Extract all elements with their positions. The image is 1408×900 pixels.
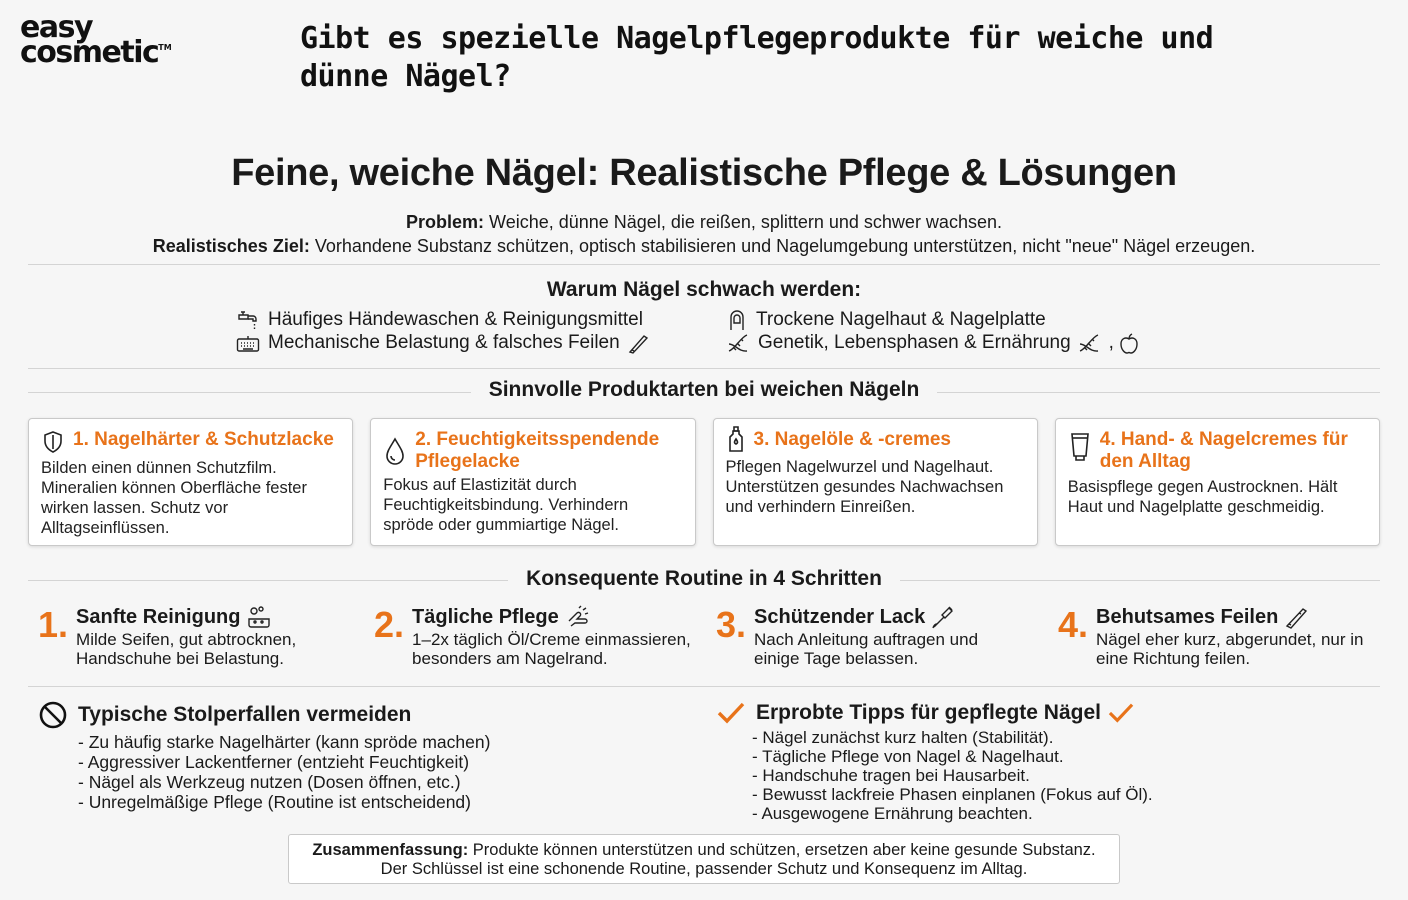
product-card-title: 3. Nagelöle & -cremes: [753, 429, 951, 450]
tip-item: - Tägliche Pflege von Nagel & Nagelhaut.: [752, 747, 1064, 766]
cause-item: [726, 308, 1148, 331]
massage-hand-icon: [565, 605, 591, 629]
nail-file-icon: [1284, 605, 1310, 629]
products-title: [0, 378, 1408, 402]
routine-step: [1058, 604, 1386, 668]
faucet-icon: [236, 309, 260, 331]
apple-icon: [1118, 332, 1140, 354]
cause-text: Trockene Nagelhaut & Nagelplatte: [756, 309, 1046, 330]
intro-block: [0, 210, 1408, 258]
product-card: [370, 418, 695, 546]
problem-line: [0, 210, 1408, 234]
product-card: [28, 418, 353, 546]
logo-line-1: easy: [20, 10, 93, 45]
tip-item: - Nägel zunächst kurz halten (Stabilität).: [752, 728, 1054, 747]
product-card-title: 2. Feuchtigkeitsspendende Pflegelacke: [415, 429, 660, 472]
summary-text-2: Der Schlüssel ist eine schonende Routine, passender Schutz und Konsequenz im Alltag.: [380, 860, 1028, 878]
product-card: [1055, 418, 1380, 546]
checkmark-icon: [1107, 701, 1135, 725]
checkmark-icon: [716, 700, 746, 726]
step-number: 4.: [1058, 604, 1089, 645]
summary-label: Zusammenfassung:: [312, 841, 469, 859]
nail-icon: [726, 309, 748, 331]
oil-bottle-icon: [726, 425, 746, 453]
step-number: 1.: [38, 604, 69, 645]
goal-line: [0, 234, 1408, 258]
goal-text: Vorhandene Substanz schützen, optisch stabilisieren und Nagelumgebung unterstützen, nicht "neue" Nägel erzeugen.: [309, 236, 1256, 256]
pitfall-item: - Aggressiver Lackentferner (entzieht Feuchtigkeit): [78, 752, 470, 772]
summary-box: [288, 834, 1120, 884]
product-card-text: Bilden einen dünnen Schutzfilm. Mineralien können Oberfläche fester wirken lassen. Schutz vor Alltagseinflüssen.: [41, 459, 307, 537]
product-card-text: Pflegen Nagelwurzel und Nagelhaut. Unterstützen gesundes Nachwachsen und verhindern Einreißen.: [725, 458, 1004, 516]
tip-item: - Ausgewogene Ernährung beachten.: [752, 804, 1033, 823]
tip-item: - Bewusst lackfreie Phasen einplanen (Fokus auf Öl).: [752, 785, 1153, 804]
problem-label: Problem:: [406, 212, 485, 232]
summary-text-1: Produkte können unterstützen und schützen, ersetzen aber keine gesunde Substanz.: [468, 841, 1096, 859]
goal-label: Realistisches Ziel:: [152, 236, 310, 256]
products-title-text: Sinnvolle Produktarten bei weichen Nägeln: [471, 378, 938, 401]
product-card-title: 4. Hand- & Nagelcremes für den Alltag: [1099, 429, 1348, 472]
routine-title: [0, 567, 1408, 591]
step-number: 2.: [374, 604, 405, 645]
problem-text: Weiche, dünne Nägel, die reißen, splittern und schwer wachsen.: [484, 212, 1002, 232]
product-card-text: Fokus auf Elastizität durch Feuchtigkeitsbindung. Verhindern spröde oder gummiartige Nägel.: [383, 476, 629, 534]
tip-item: - Handschuhe tragen bei Hausarbeit.: [752, 766, 1030, 785]
tips-list: [752, 728, 1153, 823]
step-title: Sanfte Reinigung: [76, 606, 241, 628]
soap-bubbles-icon: [246, 605, 272, 629]
causes-title-text: Warum Nägel schwach werden:: [546, 278, 862, 301]
step-text: Nach Anleitung auftragen und einige Tage belassen.: [754, 630, 979, 668]
pitfall-item: - Unregelmäßige Pflege (Routine ist entscheidend): [78, 792, 471, 812]
product-card: [713, 418, 1038, 546]
cause-item: [236, 331, 658, 354]
routine-step: [374, 604, 712, 668]
causes-column-left: [236, 308, 658, 354]
step-title: Tägliche Pflege: [412, 606, 559, 628]
page-title: Feine, weiche Nägel: Realistische Pflege & Lösungen: [231, 152, 1177, 194]
logo-trademark: TM: [158, 42, 172, 52]
product-card-title: 1. Nagelhärter & Schutzlacke: [73, 429, 334, 450]
routine-title-text: Konsequente Routine in 4 Schritten: [508, 567, 900, 590]
cream-tube-icon: [1068, 431, 1092, 465]
product-card-text: Basispflege gegen Austrocknen. Hält Haut und Nagelplatte geschmeidig.: [1067, 478, 1338, 516]
causes-column-right: [726, 308, 1148, 354]
nail-polish-brush-icon: [931, 605, 957, 629]
dna-icon: [726, 332, 750, 354]
causes-title: [0, 278, 1408, 302]
step-number: 3.: [716, 604, 747, 645]
question-heading: Gibt es spezielle Nagelpflegeprodukte für weiche und dünne Nägel?: [300, 21, 1214, 94]
tips-section: [716, 700, 1153, 823]
step-text: 1–2x täglich Öl/Creme einmassieren, besonders am Nagelrand.: [412, 630, 691, 668]
shield-icon: [41, 430, 65, 454]
step-title: Schützender Lack: [754, 606, 926, 628]
cause-item: [726, 331, 1148, 354]
cause-text: Häufiges Händewaschen & Reinigungsmittel: [268, 309, 643, 330]
dna-icon: [1077, 332, 1101, 354]
step-text: Milde Seifen, gut abtrocknen, Handschuhe bei Belastung.: [76, 630, 297, 668]
nail-file-icon: [626, 332, 650, 354]
prohibited-icon: [38, 700, 68, 730]
droplet-icon: [383, 435, 407, 469]
divider: [28, 368, 1380, 369]
routine-step: [38, 604, 326, 668]
brand-logo: [20, 10, 172, 70]
tips-title: Erprobte Tipps für gepflegte Nägel: [756, 701, 1101, 724]
product-cards: [28, 418, 1380, 546]
keyboard-icon: [236, 333, 260, 353]
routine-steps: [38, 604, 1388, 674]
pitfall-item: - Nägel als Werkzeug nutzen (Dosen öffnen, etc.): [78, 772, 461, 792]
step-text: Nägel eher kurz, abgerundet, nur in eine Richtung feilen.: [1096, 630, 1364, 668]
routine-step: [716, 604, 1004, 668]
step-title: Behutsames Feilen: [1096, 606, 1279, 628]
divider: [28, 264, 1380, 265]
cause-separator: ,: [1108, 332, 1114, 353]
pitfall-item: - Zu häufig starke Nagelhärter (kann spröde machen): [78, 732, 491, 752]
pitfalls-title: Typische Stolperfallen vermeiden: [78, 703, 412, 726]
cause-text: Genetik, Lebensphasen & Ernährung: [758, 332, 1071, 353]
logo-line-2: cosmetic: [20, 34, 159, 70]
pitfalls-section: [38, 700, 490, 812]
pitfalls-list: [78, 732, 490, 812]
cause-item: [236, 308, 658, 331]
cause-text: Mechanische Belastung & falsches Feilen: [268, 332, 620, 353]
divider: [28, 686, 1380, 687]
